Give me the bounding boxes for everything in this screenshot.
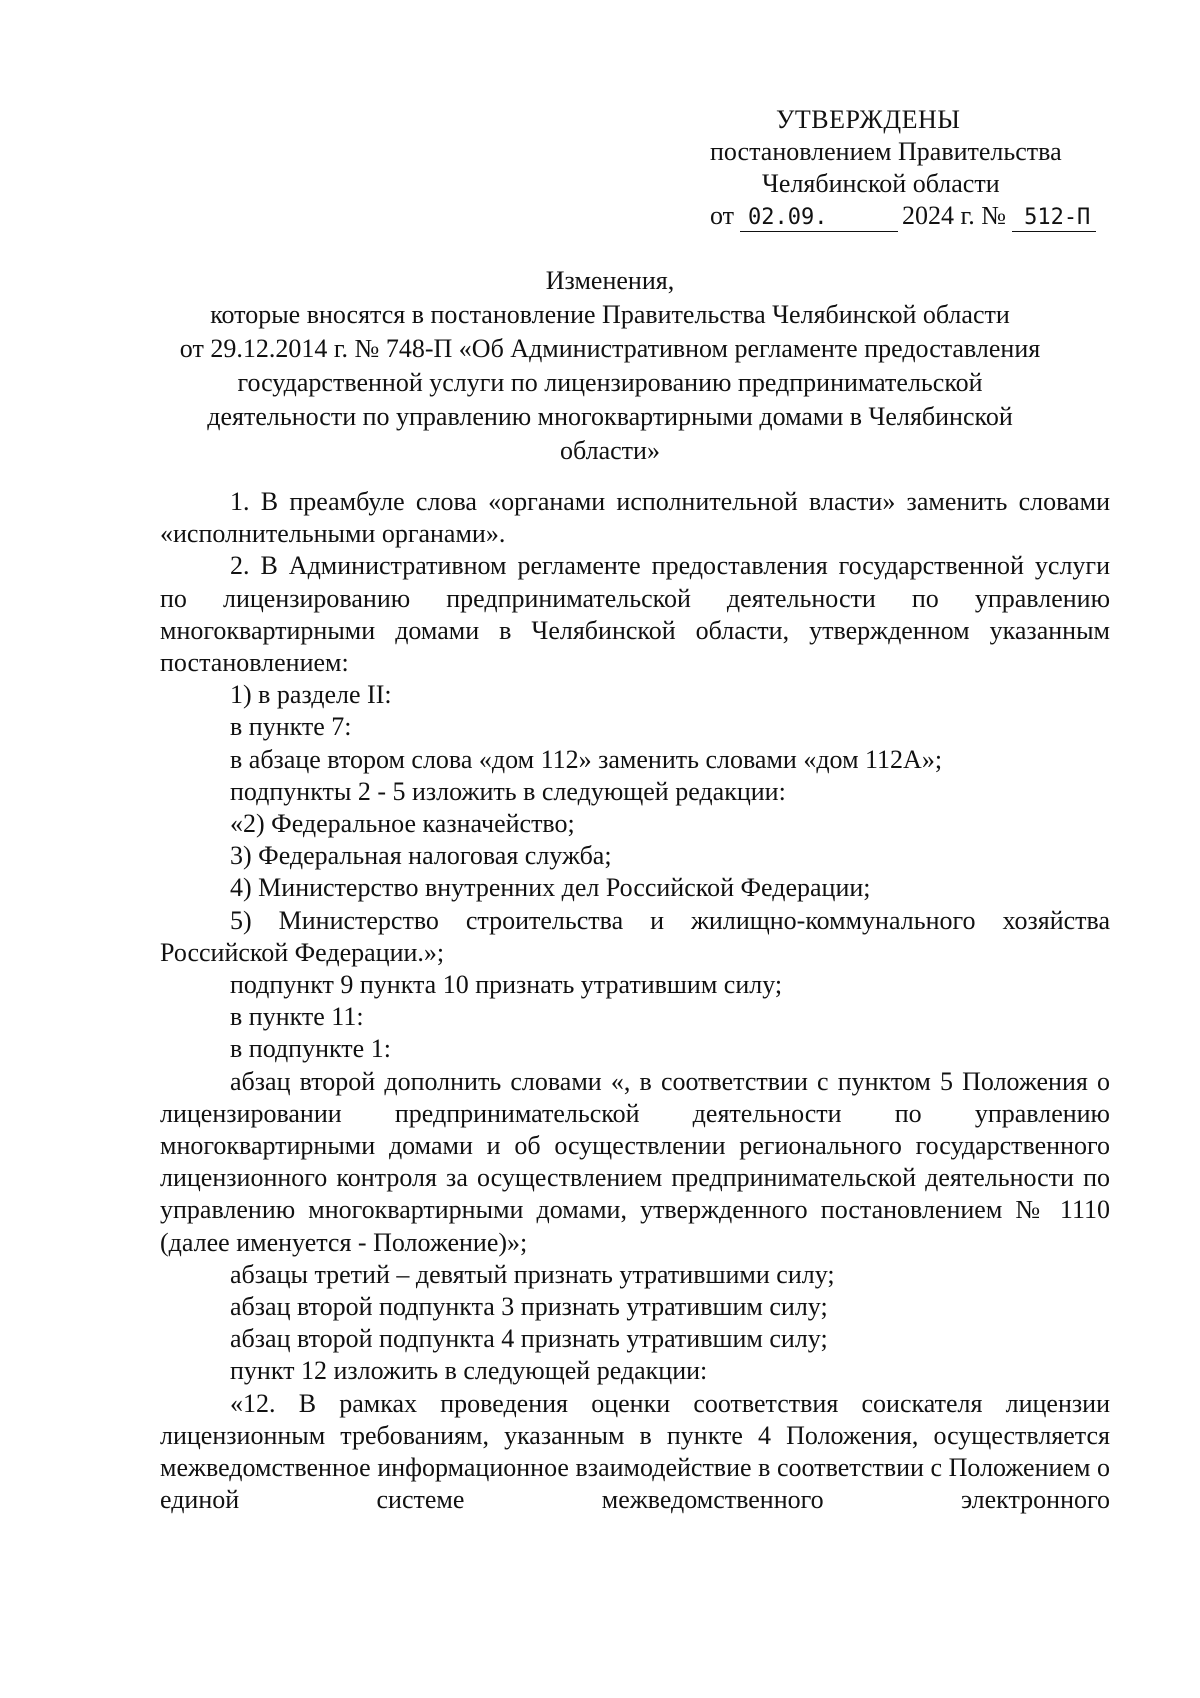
document-body	[160, 486, 1110, 1517]
approval-number: 512-П	[1012, 205, 1096, 232]
paragraph: «12. В рамках проведения оценки соответствия соискателя лицензии лицензионным требованиям, указанным в пункте 4 Положения, осуществляется межведомственное информационное взаимодействие в соответствии с Положением о единой системе межведомственного электронного	[160, 1388, 1110, 1515]
paragraph: 4) Министерство внутренних дел Российской Федерации;	[230, 873, 871, 903]
date-prefix: от	[710, 201, 735, 230]
paragraph: 3) Федеральная налоговая служба;	[230, 841, 612, 871]
heading-line: области»	[560, 436, 660, 465]
paragraph: абзацы третий – девятый признать утратившими силу;	[230, 1259, 835, 1289]
approval-stamp	[680, 104, 1120, 232]
approval-title: УТВЕРЖДЕНЫ	[776, 105, 961, 134]
approval-date: 02.09.	[740, 205, 898, 232]
heading-line: государственной услуги по лицензированию предпринимательской	[237, 368, 983, 397]
paragraph: 5) Министерство строительства и жилищно-коммунального хозяйства Российской Федерации.»;	[160, 905, 1110, 967]
heading-line: которые вносятся в постановление Правительства Челябинской области	[210, 300, 1010, 329]
approval-line-2: Челябинской области	[762, 169, 1000, 198]
paragraph: «2) Федеральное казначейство;	[230, 809, 575, 839]
paragraph: пункт 12 изложить в следующей редакции:	[230, 1356, 708, 1386]
paragraph: абзац второй дополнить словами «, в соответствии с пунктом 5 Положения о лицензировании предпринимательской деятельности по управлению многоквартирными домами и об осуществлении регионального государственного лицензионного контроля за осуществлением предпринимательской деятельности по управлению многоквартирными домами, утвержденного постановлением № 1110 (далее именуется - Положение)»;	[160, 1066, 1110, 1257]
paragraph: 1. В преамбуле слова «органами исполнительной власти» заменить словами «исполнительными органами».	[160, 487, 1110, 549]
approval-year: 2024 г. №	[902, 201, 1007, 230]
approval-line-1: постановлением Правительства	[710, 137, 1062, 166]
paragraph: подпункты 2 - 5 изложить в следующей редакции:	[230, 776, 786, 806]
heading-line: от 29.12.2014 г. № 748-П «Об Административном регламенте предоставления	[179, 334, 1041, 363]
paragraph: подпункт 9 пункта 10 признать утратившим силу;	[230, 970, 783, 1000]
paragraph: 2. В Административном регламенте предоставления государственной услуги по лицензированию предпринимательской деятельности по управлению многоквартирными домами в Челябинской области, утвержденном указанным постановлением:	[160, 551, 1110, 678]
approval-date-line	[680, 200, 1120, 232]
paragraph: в пункте 7:	[230, 712, 352, 742]
heading-line: Изменения,	[545, 266, 675, 295]
document-heading	[160, 264, 1060, 468]
heading-line: деятельности по управлению многоквартирными домами в Челябинской	[207, 402, 1013, 431]
paragraph: в подпункте 1:	[230, 1034, 391, 1064]
paragraph: в пункте 11:	[230, 1002, 364, 1032]
paragraph: абзац второй подпункта 3 признать утратившим силу;	[230, 1292, 828, 1322]
paragraph: абзац второй подпункта 4 признать утратившим силу;	[230, 1324, 828, 1354]
paragraph: в абзаце втором слова «дом 112» заменить словами «дом 112А»;	[230, 744, 943, 774]
paragraph: 1) в разделе II:	[230, 680, 392, 710]
